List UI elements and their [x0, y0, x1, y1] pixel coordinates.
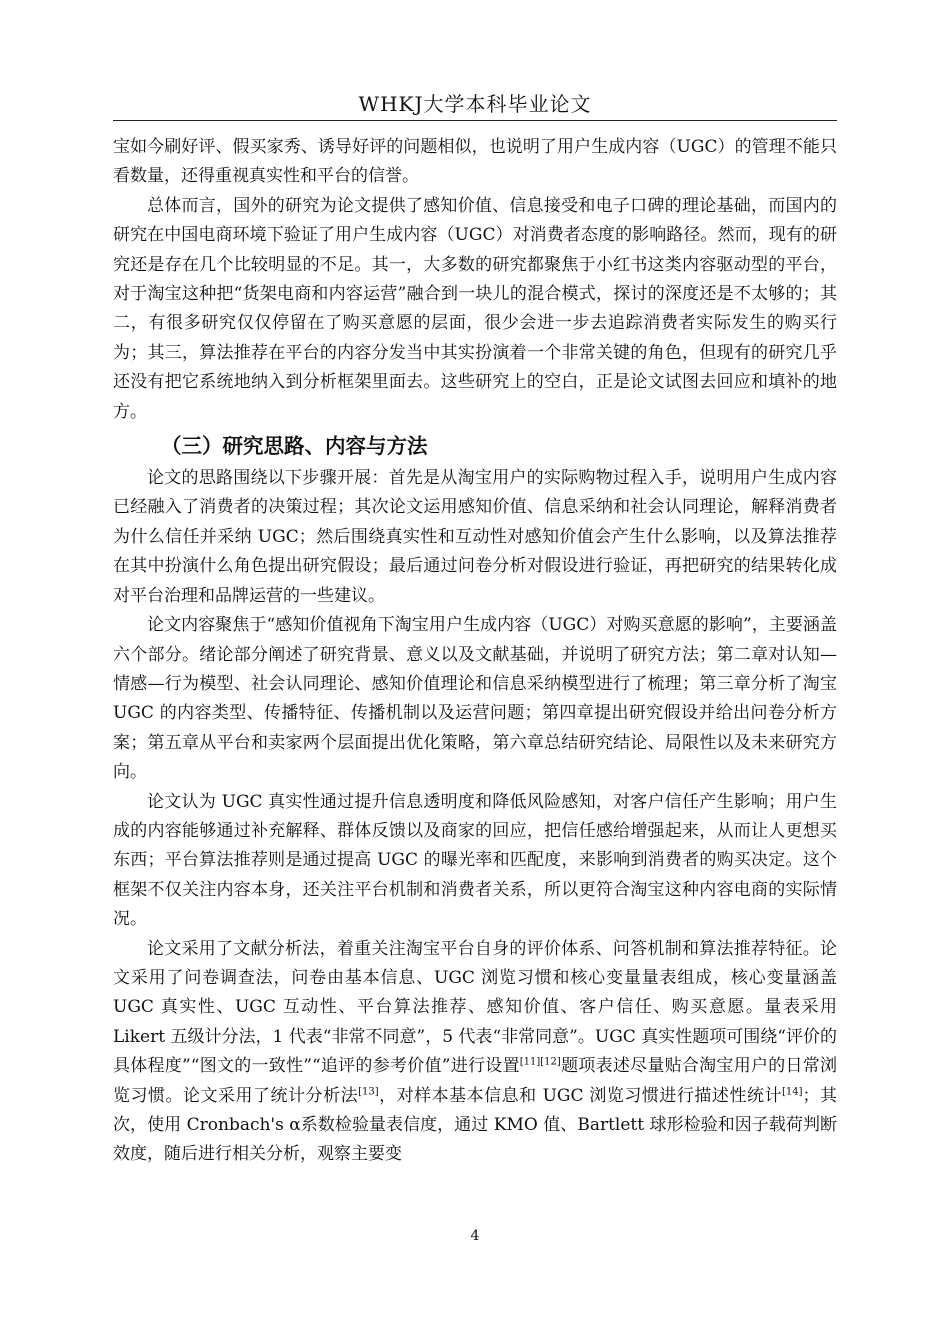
methods-text-2: 题项表述尽量贴合淘宝用户的日常浏览习惯。论文采用了统计分析法	[113, 1056, 837, 1106]
citation-13: [13]	[358, 1085, 379, 1097]
citation-12: [12]	[540, 1056, 561, 1068]
paragraph-continuation: 宝如今刷好评、假买家秀、诱导好评的问题相似，也说明了用户生成内容（UGC）的管理不能只看数量，还得重视真实性和平台的信誉。	[113, 137, 837, 187]
citation-11: [11]	[519, 1056, 541, 1068]
methods-text-1: 论文采用了文献分析法，着重关注淘宝平台自身的评价体系、问答机制和算法推荐特征。论文采用了问卷调查法，问卷由基本信息、UGC 浏览习惯和核心变量量表组成，核心变量涵盖 UGC 真实性、UGC 互动性、平台算法推荐、感知价值、客户信任、购买意愿。量表采用 Likert 五级计分法，1 代表“非常不同意”，5 代表“非常同意”。UGC 真实性题项可围绕“评价的具体程度”“图文的一致性”“追评的参考价值”进行设置	[113, 938, 837, 1077]
paragraph-research-content: 论文内容聚焦于“感知价值视角下淘宝用户生成内容（UGC）对购买意愿的影响”，主要涵盖六个部分。绪论部分阐述了研究背景、意义以及文献基础，并说明了研究方法；第二章对认知—情感—行为模型、社会认同理论、感知价值理论和信息采纳模型进行了梳理；第三章分析了淘宝 UGC 的内容类型、传播特征、传播机制以及运营问题；第四章提出研究假设并给出问卷分析方案；第五章从平台和卖家两个层面提出优化策略，第六章总结研究结论、局限性以及未来研究方向。	[113, 615, 837, 783]
methods-text-3: ，对样本基本信息和 UGC 浏览习惯进行描述性统计	[378, 1085, 782, 1106]
paragraph-research-approach: 论文的思路围绕以下步骤开展：首先是从淘宝用户的实际购物过程入手，说明用户生成内容已经融入了消费者的决策过程；其次论文运用感知价值、信息采纳和社会认同理论，解释消费者为什么信任并采纳 UGC；然后围绕真实性和互动性对感知价值会产生什么影响，以及算法推荐在其中扮演什么角色提出研究假设；最后通过问卷分析对假设进行验证，再把研究的结果转化成对平台治理和品牌运营的一些建议。	[113, 468, 837, 606]
page-header-title: WHKJ大学本科毕业论文	[358, 92, 592, 116]
section-heading: （三）研究思路、内容与方法	[161, 434, 428, 459]
header-divider	[113, 120, 837, 121]
paragraph-framework: 论文认为 UGC 真实性通过提升信息透明度和降低风险感知，对客户信任产生影响；用户生成的内容能够通过补充解释、群体反馈以及商家的回应，把信任感给增强起来，从而让人更想买东西；平台算法推荐则是通过提高 UGC 的曝光率和匹配度，来影响到消费者的购买决定。这个框架不仅关注内容本身，还关注平台机制和消费者关系，所以更符合淘宝这种内容电商的实际情况。	[113, 791, 837, 930]
page-number: 4	[470, 1228, 480, 1244]
paragraph-literature-summary: 总体而言，国外的研究为论文提供了感知价值、信息接受和电子口碑的理论基础，而国内的研究在中国电商环境下验证了用户生成内容（UGC）对消费者态度的影响路径。然而，现有的研究还是存在几个比较明显的不足。其一，大多数的研究都聚焦于小红书这类内容驱动型的平台，对于淘宝这种把“货架电商和内容运营”融合到一块儿的混合模式，探讨的深度还是不太够的；其二，有很多研究仅仅停留在了购买意愿的层面，很少会进一步去追踪消费者实际发生的购买行为；其三，算法推荐在平台的内容分发当中其实扮演着一个非常关键的角色，但现有的研究几乎还没有把它系统地纳入到分析框架里面去。这些研究上的空白，正是论文试图去回应和填补的地方。	[113, 195, 837, 422]
paragraph-methods	[113, 935, 837, 1170]
methods-text-4: ；其次，使用 Cronbach's α系数检验量表信度，通过 KMO 值、Bartlett 球形检验和因子载荷判断效度，随后进行相关分析，观察主要变	[113, 1085, 838, 1165]
citation-14: [14]	[781, 1085, 803, 1097]
body-text	[113, 133, 837, 1170]
